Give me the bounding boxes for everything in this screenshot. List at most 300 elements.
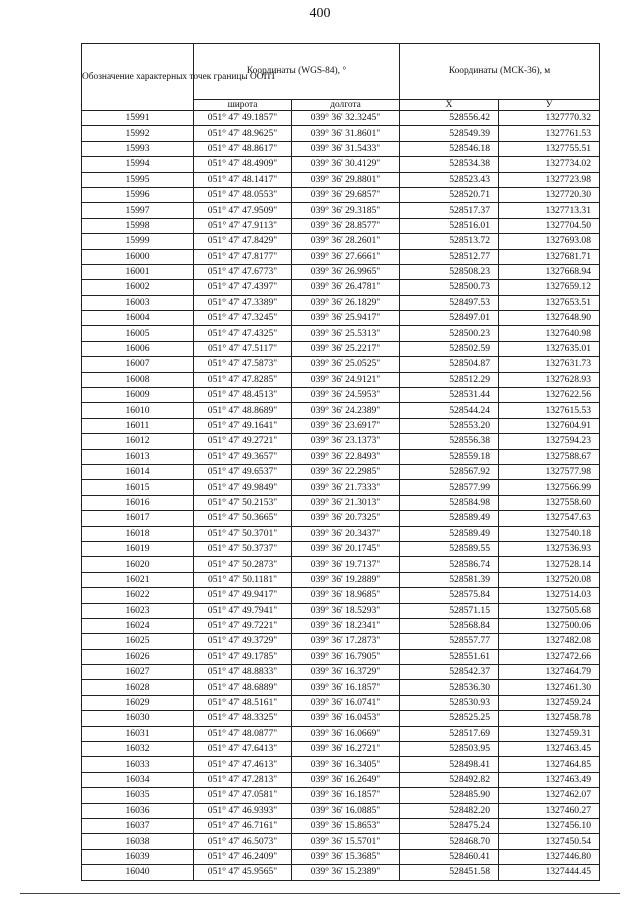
latitude-cell: 051° 47' 48.4909" — [194, 157, 292, 172]
table-row — [82, 341, 600, 356]
point-id-cell: 16019 — [82, 541, 194, 556]
point-id-cell: 15994 — [82, 157, 194, 172]
y-cell: 1327558.60 — [499, 495, 600, 510]
x-cell: 528512.29 — [400, 372, 499, 387]
y-cell: 1327631.73 — [499, 357, 600, 372]
y-cell: 1327547.63 — [499, 511, 600, 526]
point-id-cell: 16017 — [82, 511, 194, 526]
table-row — [82, 742, 600, 757]
table-row — [82, 449, 600, 464]
latitude-cell: 051° 47' 50.3701" — [194, 526, 292, 541]
point-id-cell: 16020 — [82, 557, 194, 572]
latitude-cell: 051° 47' 47.9509" — [194, 203, 292, 218]
longitude-cell: 039° 36' 20.3437" — [292, 526, 400, 541]
longitude-cell: 039° 36' 28.8577" — [292, 218, 400, 233]
header-wgs84: Координаты (WGS-84), ° — [194, 44, 400, 100]
longitude-cell: 039° 36' 16.0885" — [292, 803, 400, 818]
longitude-cell: 039° 36' 26.1829" — [292, 295, 400, 310]
longitude-cell: 039° 36' 24.5953" — [292, 388, 400, 403]
longitude-cell: 039° 36' 16.3729" — [292, 665, 400, 680]
longitude-cell: 039° 36' 16.0669" — [292, 726, 400, 741]
table-row — [82, 772, 600, 787]
table-row — [82, 572, 600, 587]
point-id-cell: 16032 — [82, 742, 194, 757]
x-cell: 528512.77 — [400, 249, 499, 264]
point-id-cell: 16013 — [82, 449, 194, 464]
point-id-cell: 16040 — [82, 865, 194, 880]
table-row — [82, 357, 600, 372]
latitude-cell: 051° 47' 47.5117" — [194, 341, 292, 356]
point-id-cell: 16029 — [82, 695, 194, 710]
latitude-cell: 051° 47' 49.3657" — [194, 449, 292, 464]
y-cell: 1327681.71 — [499, 249, 600, 264]
point-id-cell: 16006 — [82, 341, 194, 356]
y-cell: 1327668.94 — [499, 264, 600, 279]
x-cell: 528542.37 — [400, 665, 499, 680]
latitude-cell: 051° 47' 47.8429" — [194, 234, 292, 249]
x-cell: 528556.38 — [400, 434, 499, 449]
y-cell: 1327459.24 — [499, 695, 600, 710]
table-row — [82, 526, 600, 541]
x-cell: 528451.58 — [400, 865, 499, 880]
longitude-cell: 039° 36' 16.7905" — [292, 649, 400, 664]
point-id-cell: 16034 — [82, 772, 194, 787]
longitude-cell: 039° 36' 15.8653" — [292, 818, 400, 833]
point-id-cell: 16004 — [82, 311, 194, 326]
longitude-cell: 039° 36' 16.3405" — [292, 757, 400, 772]
longitude-cell: 039° 36' 16.1857" — [292, 680, 400, 695]
point-id-cell: 16022 — [82, 588, 194, 603]
table-row — [82, 649, 600, 664]
latitude-cell: 051° 47' 46.2409" — [194, 849, 292, 864]
table-row — [82, 280, 600, 295]
longitude-cell: 039° 36' 25.9417" — [292, 311, 400, 326]
coordinates-table — [81, 43, 600, 881]
x-cell: 528557.77 — [400, 634, 499, 649]
x-cell: 528517.37 — [400, 203, 499, 218]
latitude-cell: 051° 47' 49.7941" — [194, 603, 292, 618]
y-cell: 1327464.85 — [499, 757, 600, 772]
table-row — [82, 680, 600, 695]
longitude-cell: 039° 36' 23.6917" — [292, 418, 400, 433]
latitude-cell: 051° 47' 50.1181" — [194, 572, 292, 587]
x-cell: 528508.23 — [400, 264, 499, 279]
y-cell: 1327594.23 — [499, 434, 600, 449]
table-row — [82, 603, 600, 618]
longitude-cell: 039° 36' 25.2217" — [292, 341, 400, 356]
point-id-cell: 15991 — [82, 111, 194, 126]
longitude-cell: 039° 36' 32.3245" — [292, 111, 400, 126]
x-cell: 528516.01 — [400, 218, 499, 233]
latitude-cell: 051° 47' 48.1417" — [194, 172, 292, 187]
latitude-cell: 051° 47' 49.9849" — [194, 480, 292, 495]
point-id-cell: 16008 — [82, 372, 194, 387]
latitude-cell: 051° 47' 46.7161" — [194, 818, 292, 833]
latitude-cell: 051° 47' 47.6773" — [194, 264, 292, 279]
longitude-cell: 039° 36' 19.7137" — [292, 557, 400, 572]
point-id-cell: 16023 — [82, 603, 194, 618]
y-cell: 1327500.06 — [499, 618, 600, 633]
latitude-cell: 051° 47' 45.9565" — [194, 865, 292, 880]
latitude-cell: 051° 47' 47.8177" — [194, 249, 292, 264]
latitude-cell: 051° 47' 49.1785" — [194, 649, 292, 664]
y-cell: 1327628.93 — [499, 372, 600, 387]
latitude-cell: 051° 47' 48.0877" — [194, 726, 292, 741]
longitude-cell: 039° 36' 25.5313" — [292, 326, 400, 341]
y-cell: 1327540.18 — [499, 526, 600, 541]
longitude-cell: 039° 36' 24.2389" — [292, 403, 400, 418]
x-cell: 528556.42 — [400, 111, 499, 126]
y-cell: 1327458.78 — [499, 711, 600, 726]
point-id-cell: 16025 — [82, 634, 194, 649]
table-row — [82, 511, 600, 526]
longitude-cell: 039° 36' 28.2601" — [292, 234, 400, 249]
table-row — [82, 865, 600, 880]
latitude-cell: 051° 47' 49.7221" — [194, 618, 292, 633]
table-row — [82, 588, 600, 603]
latitude-cell: 051° 47' 47.8285" — [194, 372, 292, 387]
point-id-cell: 16009 — [82, 388, 194, 403]
x-cell: 528531.44 — [400, 388, 499, 403]
table-row — [82, 434, 600, 449]
latitude-cell: 051° 47' 46.9393" — [194, 803, 292, 818]
longitude-cell: 039° 36' 30.4129" — [292, 157, 400, 172]
table-row — [82, 372, 600, 387]
latitude-cell: 051° 47' 48.4513" — [194, 388, 292, 403]
y-cell: 1327459.31 — [499, 726, 600, 741]
x-cell: 528498.41 — [400, 757, 499, 772]
table-row — [82, 141, 600, 156]
table-row — [82, 295, 600, 310]
point-id-cell: 16026 — [82, 649, 194, 664]
longitude-cell: 039° 36' 29.3185" — [292, 203, 400, 218]
point-id-cell: 16030 — [82, 711, 194, 726]
latitude-cell: 051° 47' 47.5873" — [194, 357, 292, 372]
table-row — [82, 726, 600, 741]
point-id-cell: 15998 — [82, 218, 194, 233]
x-cell: 528468.70 — [400, 834, 499, 849]
table-row — [82, 557, 600, 572]
longitude-cell: 039° 36' 25.0525" — [292, 357, 400, 372]
point-id-cell: 16024 — [82, 618, 194, 633]
y-cell: 1327604.91 — [499, 418, 600, 433]
header-y: У — [499, 100, 600, 111]
table-row — [82, 495, 600, 510]
y-cell: 1327460.27 — [499, 803, 600, 818]
y-cell: 1327472.66 — [499, 649, 600, 664]
longitude-cell: 039° 36' 18.5293" — [292, 603, 400, 618]
x-cell: 528460.41 — [400, 849, 499, 864]
table-row — [82, 818, 600, 833]
point-id-cell: 16038 — [82, 834, 194, 849]
table-row — [82, 172, 600, 187]
point-id-cell: 16027 — [82, 665, 194, 680]
longitude-cell: 039° 36' 16.0453" — [292, 711, 400, 726]
latitude-cell: 051° 47' 49.1857" — [194, 111, 292, 126]
latitude-cell: 051° 47' 49.6537" — [194, 464, 292, 479]
x-cell: 528589.49 — [400, 526, 499, 541]
point-id-cell: 16007 — [82, 357, 194, 372]
latitude-cell: 051° 47' 47.4613" — [194, 757, 292, 772]
x-cell: 528544.24 — [400, 403, 499, 418]
y-cell: 1327464.79 — [499, 665, 600, 680]
table-row — [82, 418, 600, 433]
point-id-cell: 15999 — [82, 234, 194, 249]
table-row — [82, 695, 600, 710]
table-row — [82, 757, 600, 772]
table-row — [82, 203, 600, 218]
y-cell: 1327653.51 — [499, 295, 600, 310]
x-cell: 528546.18 — [400, 141, 499, 156]
longitude-cell: 039° 36' 21.3013" — [292, 495, 400, 510]
x-cell: 528523.43 — [400, 172, 499, 187]
latitude-cell: 051° 47' 48.5161" — [194, 695, 292, 710]
y-cell: 1327528.14 — [499, 557, 600, 572]
y-cell: 1327462.07 — [499, 788, 600, 803]
latitude-cell: 051° 47' 47.3245" — [194, 311, 292, 326]
latitude-cell: 051° 47' 47.4325" — [194, 326, 292, 341]
point-id-cell: 16028 — [82, 680, 194, 695]
longitude-cell: 039° 36' 18.2341" — [292, 618, 400, 633]
y-cell: 1327713.31 — [499, 203, 600, 218]
y-cell: 1327648.90 — [499, 311, 600, 326]
longitude-cell: 039° 36' 18.9685" — [292, 588, 400, 603]
latitude-cell: 051° 47' 48.8833" — [194, 665, 292, 680]
point-id-cell: 15997 — [82, 203, 194, 218]
table-body — [82, 111, 600, 881]
longitude-cell: 039° 36' 16.2649" — [292, 772, 400, 787]
x-cell: 528571.15 — [400, 603, 499, 618]
longitude-cell: 039° 36' 17.2873" — [292, 634, 400, 649]
y-cell: 1327463.49 — [499, 772, 600, 787]
x-cell: 528568.84 — [400, 618, 499, 633]
y-cell: 1327446.80 — [499, 849, 600, 864]
longitude-cell: 039° 36' 21.7333" — [292, 480, 400, 495]
longitude-cell: 039° 36' 16.2721" — [292, 742, 400, 757]
table-row — [82, 403, 600, 418]
point-id-cell: 15996 — [82, 187, 194, 202]
y-cell: 1327640.98 — [499, 326, 600, 341]
x-cell: 528551.61 — [400, 649, 499, 664]
point-id-cell: 16010 — [82, 403, 194, 418]
point-id-cell: 16005 — [82, 326, 194, 341]
point-id-cell: 15992 — [82, 126, 194, 141]
latitude-cell: 051° 47' 49.1641" — [194, 418, 292, 433]
y-cell: 1327723.98 — [499, 172, 600, 187]
table-row — [82, 464, 600, 479]
y-cell: 1327566.99 — [499, 480, 600, 495]
latitude-cell: 051° 47' 47.0581" — [194, 788, 292, 803]
table-row — [82, 634, 600, 649]
y-cell: 1327536.93 — [499, 541, 600, 556]
y-cell: 1327461.30 — [499, 680, 600, 695]
x-cell: 528485.90 — [400, 788, 499, 803]
longitude-cell: 039° 36' 22.2985" — [292, 464, 400, 479]
x-cell: 528497.01 — [400, 311, 499, 326]
point-id-cell: 16016 — [82, 495, 194, 510]
point-id-cell: 16033 — [82, 757, 194, 772]
point-id-cell: 16015 — [82, 480, 194, 495]
point-id-cell: 15995 — [82, 172, 194, 187]
x-cell: 528525.25 — [400, 711, 499, 726]
point-id-cell: 16021 — [82, 572, 194, 587]
latitude-cell: 051° 47' 50.2873" — [194, 557, 292, 572]
header-longitude: долгота — [292, 100, 400, 111]
point-id-cell: 16014 — [82, 464, 194, 479]
y-cell: 1327456.10 — [499, 818, 600, 833]
table-row — [82, 388, 600, 403]
x-cell: 528586.74 — [400, 557, 499, 572]
x-cell: 528536.30 — [400, 680, 499, 695]
table-row — [82, 234, 600, 249]
latitude-cell: 051° 47' 47.6413" — [194, 742, 292, 757]
y-cell: 1327693.08 — [499, 234, 600, 249]
latitude-cell: 051° 47' 50.3737" — [194, 541, 292, 556]
longitude-cell: 039° 36' 16.1857" — [292, 788, 400, 803]
point-id-cell: 16035 — [82, 788, 194, 803]
table-row — [82, 249, 600, 264]
point-id-cell: 16012 — [82, 434, 194, 449]
latitude-cell: 051° 47' 48.8617" — [194, 141, 292, 156]
table-row — [82, 264, 600, 279]
x-cell: 528492.82 — [400, 772, 499, 787]
y-cell: 1327770.32 — [499, 111, 600, 126]
y-cell: 1327734.02 — [499, 157, 600, 172]
longitude-cell: 039° 36' 22.8493" — [292, 449, 400, 464]
table-row — [82, 711, 600, 726]
x-cell: 528589.55 — [400, 541, 499, 556]
y-cell: 1327755.51 — [499, 141, 600, 156]
y-cell: 1327720.30 — [499, 187, 600, 202]
point-id-cell: 16036 — [82, 803, 194, 818]
point-id-cell: 16039 — [82, 849, 194, 864]
latitude-cell: 051° 47' 48.3325" — [194, 711, 292, 726]
latitude-cell: 051° 47' 48.8689" — [194, 403, 292, 418]
x-cell: 528581.39 — [400, 572, 499, 587]
y-cell: 1327635.01 — [499, 341, 600, 356]
x-cell: 528559.18 — [400, 449, 499, 464]
x-cell: 528534.38 — [400, 157, 499, 172]
point-id-cell: 15993 — [82, 141, 194, 156]
y-cell: 1327463.45 — [499, 742, 600, 757]
y-cell: 1327482.08 — [499, 634, 600, 649]
table-row — [82, 126, 600, 141]
x-cell: 528517.69 — [400, 726, 499, 741]
y-cell: 1327622.56 — [499, 388, 600, 403]
y-cell: 1327577.98 — [499, 464, 600, 479]
longitude-cell: 039° 36' 27.6661" — [292, 249, 400, 264]
longitude-cell: 039° 36' 31.5433" — [292, 141, 400, 156]
table-row — [82, 834, 600, 849]
longitude-cell: 039° 36' 15.3685" — [292, 849, 400, 864]
x-cell: 528577.99 — [400, 480, 499, 495]
y-cell: 1327520.08 — [499, 572, 600, 587]
table-row — [82, 111, 600, 126]
point-id-cell: 16018 — [82, 526, 194, 541]
x-cell: 528575.84 — [400, 588, 499, 603]
longitude-cell: 039° 36' 20.7325" — [292, 511, 400, 526]
x-cell: 528530.93 — [400, 695, 499, 710]
page-number: 400 — [309, 6, 331, 21]
latitude-cell: 051° 47' 48.0553" — [194, 187, 292, 202]
y-cell: 1327450.54 — [499, 834, 600, 849]
longitude-cell: 039° 36' 19.2889" — [292, 572, 400, 587]
x-cell: 528513.72 — [400, 234, 499, 249]
longitude-cell: 039° 36' 31.8601" — [292, 126, 400, 141]
longitude-cell: 039° 36' 20.1745" — [292, 541, 400, 556]
header-latitude: широта — [194, 100, 292, 111]
y-cell: 1327514.03 — [499, 588, 600, 603]
point-id-cell: 16001 — [82, 264, 194, 279]
y-cell: 1327704.50 — [499, 218, 600, 233]
table-row — [82, 218, 600, 233]
longitude-cell: 039° 36' 15.5701" — [292, 834, 400, 849]
y-cell: 1327659.12 — [499, 280, 600, 295]
table-row — [82, 326, 600, 341]
longitude-cell: 039° 36' 23.1373" — [292, 434, 400, 449]
point-id-cell: 16003 — [82, 295, 194, 310]
y-cell: 1327761.53 — [499, 126, 600, 141]
x-cell: 528567.92 — [400, 464, 499, 479]
x-cell: 528500.23 — [400, 326, 499, 341]
latitude-cell: 051° 47' 50.3665" — [194, 511, 292, 526]
latitude-cell: 051° 47' 48.6889" — [194, 680, 292, 695]
x-cell: 528520.71 — [400, 187, 499, 202]
longitude-cell: 039° 36' 24.9121" — [292, 372, 400, 387]
table-row — [82, 480, 600, 495]
x-cell: 528497.53 — [400, 295, 499, 310]
longitude-cell: 039° 36' 26.4781" — [292, 280, 400, 295]
y-cell: 1327505.68 — [499, 603, 600, 618]
latitude-cell: 051° 47' 49.9417" — [194, 588, 292, 603]
longitude-cell: 039° 36' 16.0741" — [292, 695, 400, 710]
latitude-cell: 051° 47' 47.2813" — [194, 772, 292, 787]
x-cell: 528503.95 — [400, 742, 499, 757]
x-cell: 528584.98 — [400, 495, 499, 510]
latitude-cell: 051° 47' 46.5073" — [194, 834, 292, 849]
point-id-cell: 16011 — [82, 418, 194, 433]
y-cell: 1327444.45 — [499, 865, 600, 880]
x-cell: 528589.49 — [400, 511, 499, 526]
longitude-cell: 039° 36' 26.9965" — [292, 264, 400, 279]
latitude-cell: 051° 47' 47.4397" — [194, 280, 292, 295]
latitude-cell: 051° 47' 47.9113" — [194, 218, 292, 233]
point-id-cell: 16000 — [82, 249, 194, 264]
table-row — [82, 665, 600, 680]
point-id-cell: 16031 — [82, 726, 194, 741]
header-x: X — [400, 100, 499, 111]
longitude-cell: 039° 36' 29.6857" — [292, 187, 400, 202]
x-cell: 528502.59 — [400, 341, 499, 356]
point-id-cell: 16037 — [82, 818, 194, 833]
point-id-cell: 16002 — [82, 280, 194, 295]
table-row — [82, 788, 600, 803]
longitude-cell: 039° 36' 15.2389" — [292, 865, 400, 880]
x-cell: 528549.39 — [400, 126, 499, 141]
table-row — [82, 187, 600, 202]
x-cell: 528500.73 — [400, 280, 499, 295]
table-row — [82, 618, 600, 633]
y-cell: 1327615.53 — [499, 403, 600, 418]
header-point-designation: Обозначение характерных точек границы ООПТ — [82, 44, 194, 111]
x-cell: 528482.20 — [400, 803, 499, 818]
table-row — [82, 849, 600, 864]
header-msk36: Координаты (МСК-36), м — [400, 44, 600, 100]
latitude-cell: 051° 47' 48.9625" — [194, 126, 292, 141]
longitude-cell: 039° 36' 29.8801" — [292, 172, 400, 187]
table-row — [82, 541, 600, 556]
x-cell: 528553.20 — [400, 418, 499, 433]
